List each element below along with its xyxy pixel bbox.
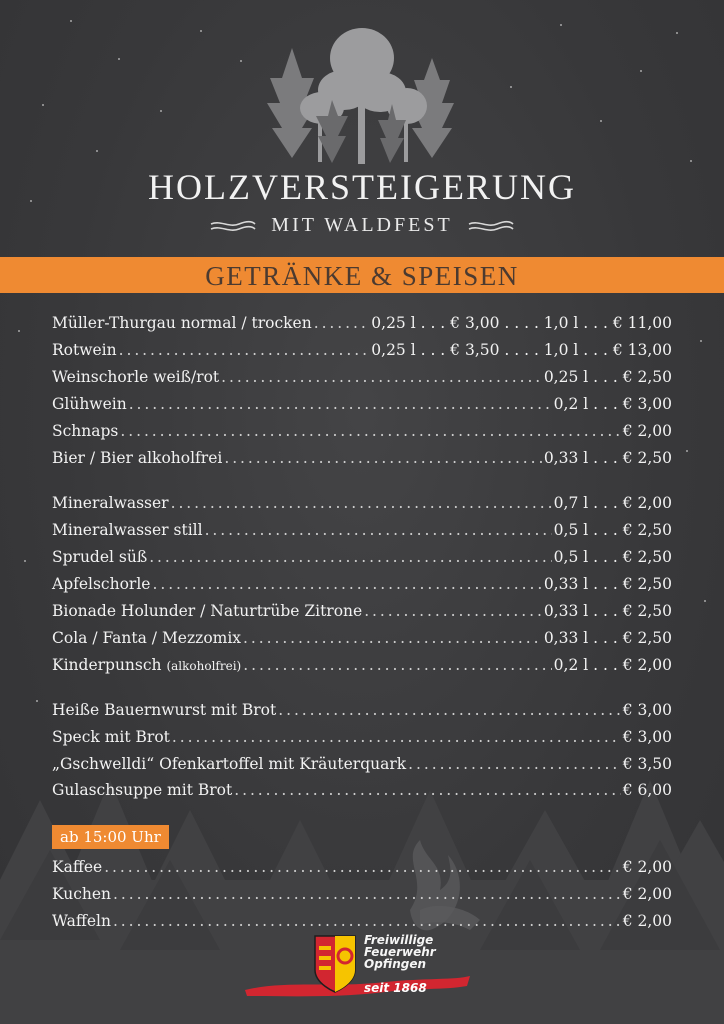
time-badge: ab 15:00 Uhr — [52, 825, 169, 849]
menu-item: Müller-Thurgau normal / trocken . . . 0,25 l . . . € 3,00 . . . . 1,0 l . . . € 11,00 — [52, 314, 672, 338]
menu-item: Apfelschorle . . . 0,33 l . . . € 2,50 — [52, 575, 672, 599]
menu-item: „Gschwelldi“ Ofenkartoffel mit Kräuterquark . . . € 3,50 — [52, 755, 672, 779]
menu-item: Cola / Fanta / Mezzomix . . . 0,33 l . . . € 2,50 — [52, 629, 672, 653]
item-note: (alkoholfrei) — [166, 659, 242, 673]
menu-item: Kinderpunsch (alkoholfrei) . . . 0,2 l . . . € 2,00 — [52, 656, 672, 680]
wave-ornament-left-icon — [209, 219, 257, 233]
menu-item: Mineralwasser still . . . 0,5 l . . . € 2,50 — [52, 521, 672, 545]
subtitle-row — [0, 214, 724, 237]
menu-item: Mineralwasser . . . 0,7 l . . . € 2,00 — [52, 494, 672, 518]
wave-ornament-right-icon — [467, 219, 515, 233]
menu-item: Rotwein . . . 0,25 l . . . € 3,50 . . . . 1,0 l . . . € 13,00 — [52, 341, 672, 365]
menu-item: Kuchen . . . € 2,00 — [52, 885, 672, 909]
section-banner-title: GETRÄNKE & SPEISEN — [205, 261, 519, 291]
menu-item: Gulaschsuppe mit Brot . . . € 6,00 — [52, 781, 672, 805]
logo-text: Freiwillige Feuerwehr Opfingen — [364, 933, 436, 971]
logo-since: seit 1868 — [364, 981, 427, 995]
menu-item: Bier / Bier alkoholfrei . . . 0,33 l . . . € 2,50 — [52, 449, 672, 473]
menu-item: Bionade Holunder / Naturtrübe Zitrone . . . 0,33 l . . . € 2,50 — [52, 602, 672, 626]
menu-item: Schnaps . . . € 2,00 — [52, 422, 672, 446]
page-title: HOLZVERSTEIGERUNG — [148, 167, 576, 207]
menu-item: Speck mit Brot . . . € 3,00 — [52, 728, 672, 752]
menu-item: Glühwein . . . 0,2 l . . . € 3,00 — [52, 395, 672, 419]
menu-item: Waffeln . . . € 2,00 — [52, 912, 672, 936]
menu-item: Weinschorle weiß/rot . . . 0,25 l . . . € 2,50 — [52, 368, 672, 392]
menu-item: Sprudel süß . . . 0,5 l . . . € 2,50 — [52, 548, 672, 572]
menu-item: Kaffee . . . € 2,00 — [52, 858, 672, 882]
menu-item: Heiße Bauernwurst mit Brot . . . € 3,00 — [52, 701, 672, 725]
page-subtitle: MIT WALDFEST — [271, 214, 453, 236]
forest-trees-icon — [262, 18, 462, 168]
